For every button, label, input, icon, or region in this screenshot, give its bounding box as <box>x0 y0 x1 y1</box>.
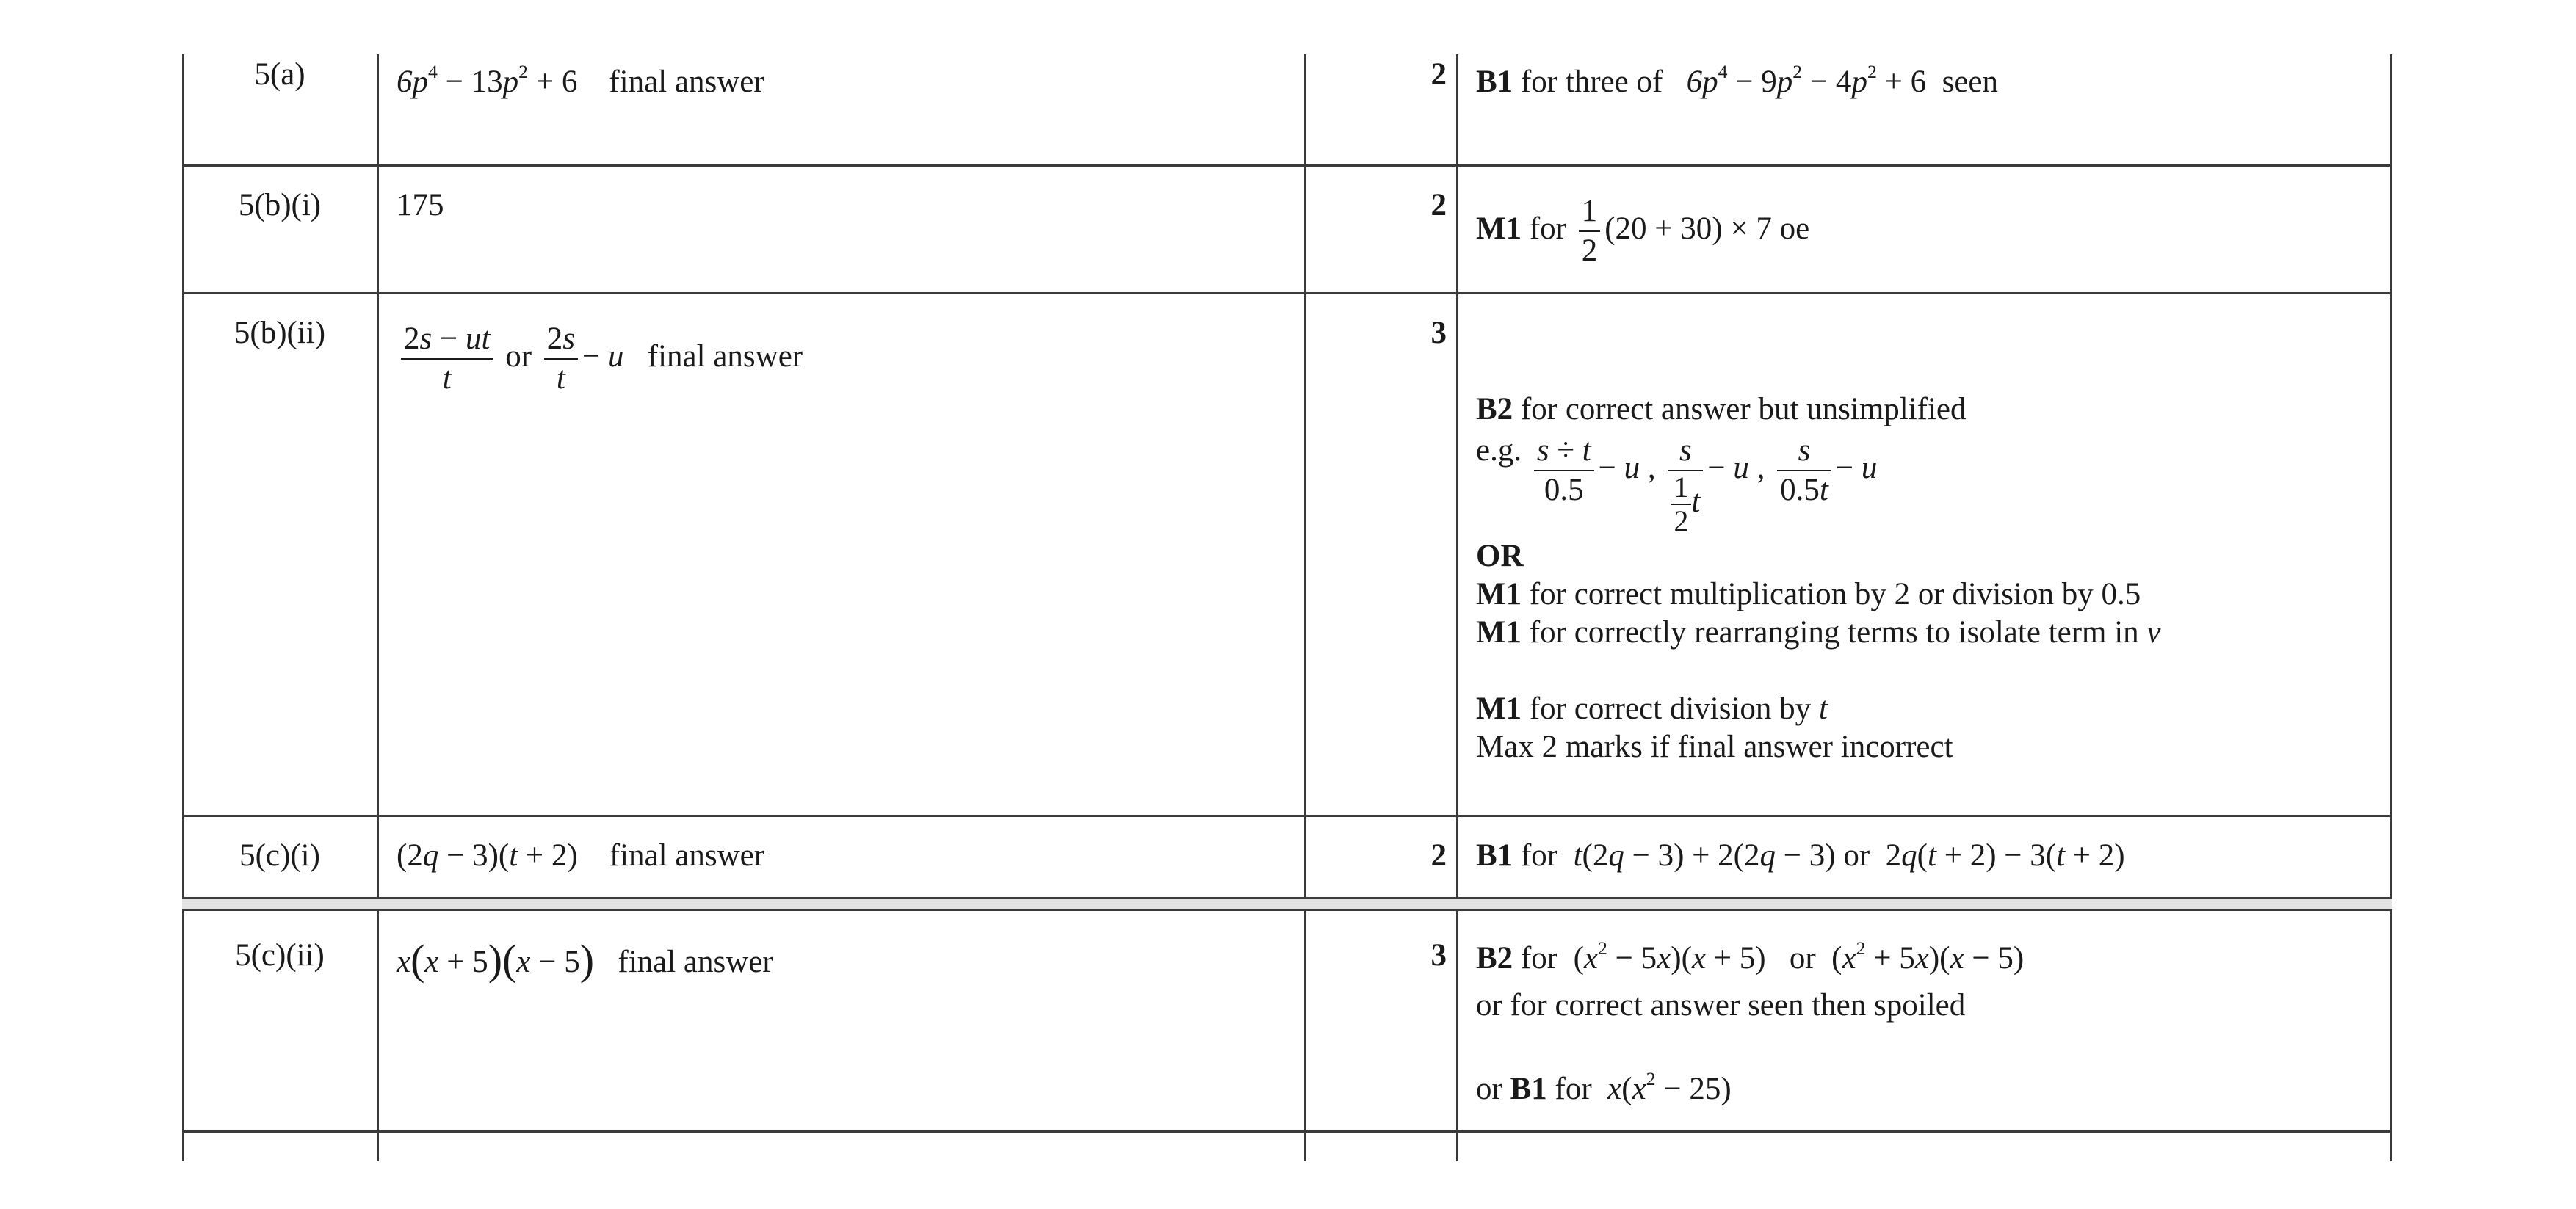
column-rule-right <box>2390 54 2392 1161</box>
row-rule <box>182 815 2392 817</box>
marks-value: 2 <box>1430 188 1447 222</box>
question-number: 5(b)(i) <box>238 188 322 222</box>
row-rule <box>182 1130 2392 1133</box>
fraction: $\frac{s \div t}{0.5}$ <box>1534 432 1594 509</box>
column-rule-marks <box>1456 54 1458 1161</box>
answer-connector: or <box>505 338 532 374</box>
marks-value: 3 <box>1430 316 1447 350</box>
guidance-text: for correctly rearranging terms to isolate term in <box>1529 615 2139 650</box>
guidance-text: for <box>1520 941 1558 976</box>
guidance-text: for <box>1520 838 1558 873</box>
mark-code: M1 <box>1476 577 1522 611</box>
fraction: $\frac{2s - ut}{t}$ <box>401 320 493 398</box>
mark-code: M1 <box>1476 691 1522 726</box>
guidance-suffix: seen <box>1942 65 1999 99</box>
answer-cell: x(x + 5)(x − 5) final answer <box>397 936 773 984</box>
answer-text: final answer <box>618 945 773 979</box>
column-rule-question <box>377 54 379 1161</box>
guidance-variable: t <box>1818 691 1828 726</box>
section-separator <box>182 898 2392 910</box>
mark-code: B2 <box>1476 941 1513 976</box>
answer-text: final answer <box>609 838 765 873</box>
mark-code: B2 <box>1476 392 1513 426</box>
mark-code: B1 <box>1510 1072 1547 1106</box>
guidance-connector: or <box>1843 838 1870 873</box>
fraction: $\frac{s}{0.5t}$ <box>1777 432 1831 509</box>
answer-text: final answer <box>647 338 803 374</box>
guidance-cell: B2 for $(x^2 - 5x)(x + 5)$ or $(x^2 + 5x)(x - 5)$ or for correct answer seen then spoiled or B1 for $x(x^2 - 25)$ <box>1476 937 2025 1106</box>
answer-text: final answer <box>609 65 764 99</box>
mark-code: M1 <box>1476 211 1522 246</box>
answer-cell: $6p^4 - 13p^2 + 6$ final answer <box>397 60 764 99</box>
guidance-variable: v <box>2146 615 2161 650</box>
fraction: $\frac{2s}{t}$ <box>544 320 578 398</box>
mark-code: B1 <box>1476 838 1513 873</box>
guidance-text: for correct answer but unsimplified <box>1520 392 1967 426</box>
answer-cell: 175 <box>397 188 444 222</box>
or-heading: OR <box>1476 539 1524 573</box>
mark-code: M1 <box>1476 615 1522 650</box>
question-number: 5(b)(ii) <box>234 316 326 350</box>
row-rule <box>182 897 2392 899</box>
guidance-text: for <box>1529 211 1566 246</box>
question-number: 5(a) <box>254 57 305 92</box>
row-rule <box>182 909 2392 911</box>
fraction: $\frac{1}{2}$ <box>1579 192 1601 270</box>
guidance-cell: B2 for correct answer but unsimplified e.g. $\frac{s \div t}{0.5}$ − u , s $\frac{1}{2}$ t − u , $\frac{s}{0.5t}$ − u OR M1 for correct multiplication by 2 or division by 0.5 M1 for correctly rearranging terms to isolate term in v M1 for correct division by t Max 2 marks if final answer incorrect <box>1476 391 2161 766</box>
max-marks-note: Max 2 marks if final answer incorrect <box>1476 730 1953 764</box>
guidance-text: for three of <box>1520 65 1663 99</box>
row-rule <box>182 164 2392 167</box>
guidance-suffix: oe <box>1779 211 1810 246</box>
guidance-text: for correct division by <box>1529 691 1812 726</box>
guidance-text: or <box>1476 1072 1502 1106</box>
example-label: e.g. <box>1476 433 1522 468</box>
answer-cell: (2q − 3)(t + 2) final answer <box>397 838 765 873</box>
mark-code: B1 <box>1476 65 1513 99</box>
guidance-text: for <box>1555 1072 1592 1106</box>
guidance-cell: M1 for $\frac{1}{2}$ (20 + 30) × 7 oe <box>1476 192 1809 270</box>
column-rule-answer <box>1304 54 1306 1161</box>
row-rule <box>182 292 2392 294</box>
marks-value: 3 <box>1430 938 1447 973</box>
fraction: s $\frac{1}{2}$ t <box>1668 432 1703 537</box>
guidance-text: for correct multiplication by 2 or division by 0.5 <box>1529 577 2141 611</box>
guidance-line: or for correct answer seen then spoiled <box>1476 988 1966 1023</box>
guidance-cell: B1 for t(2q − 3) + 2(2q − 3) or 2q(t + 2) − 3(t + 2) <box>1476 838 2125 873</box>
question-number: 5(c)(i) <box>239 838 320 873</box>
guidance-cell: B1 for three of $6p^4 - 9p^2 - 4p^2 + 6$ seen <box>1476 60 1999 99</box>
marks-value: 2 <box>1430 57 1447 92</box>
question-number: 5(c)(ii) <box>235 938 325 973</box>
guidance-connector: or <box>1789 941 1816 976</box>
answer-cell: $\frac{2s - ut}{t}$ or $\frac{2s}{t}$ − u final answer <box>397 320 803 398</box>
marks-value: 2 <box>1430 838 1447 873</box>
